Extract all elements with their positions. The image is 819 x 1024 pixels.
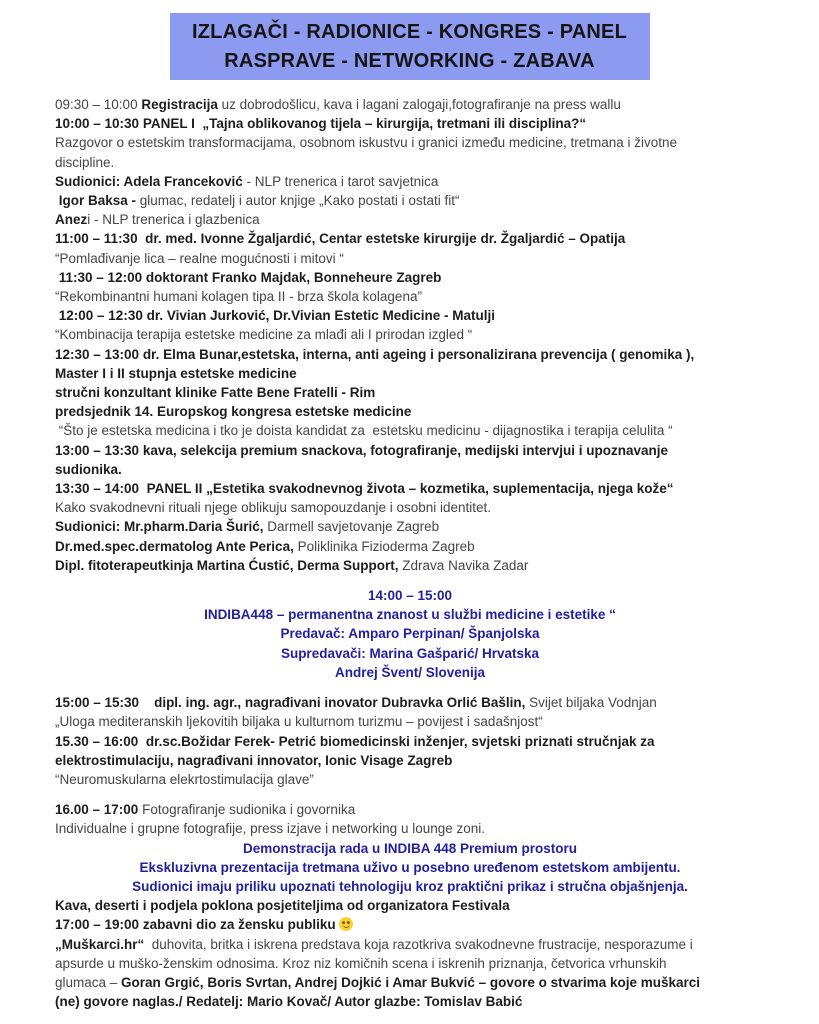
- text-bold: predsjednik 14. Europskog kongresa estetske medicine: [55, 404, 412, 420]
- text: uz dobrodošlicu, kava i lagani zalogaji,fotografiranje na press wallu: [217, 97, 621, 112]
- text: “Rekombinantni humani kolagen tipa II - brza škola kolagena”: [55, 289, 422, 305]
- schedule-line: [55, 421, 765, 440]
- text-bold: Predavač: Amparo Perpinan/ Španjolska: [280, 626, 540, 642]
- schedule-line: [55, 95, 765, 114]
- schedule-line: [55, 624, 765, 643]
- text: Razgovor o estetskim transformacijama, osobnom iskustvu i granici između medicine, tretmana i životne: [55, 135, 678, 151]
- schedule-line: [55, 712, 765, 731]
- schedule-line: [55, 229, 765, 248]
- banner-line-2: RASPRAVE - NETWORKING - ZABAVA: [224, 50, 595, 72]
- text: apsurde u muško-ženskim odnosima. Kroz niz komičnih scena i iskrenih priznanja, četvorica vrhunskih: [55, 955, 667, 971]
- schedule-line: [55, 460, 765, 479]
- schedule-line: [55, 992, 765, 1011]
- text-bold: Supredavači: Marina Gašparić/ Hrvatska: [280, 645, 540, 661]
- text-bold: 13:30 – 14:00 PANEL II „Estetika svakodnevnog života – kozmetika, suplementacija, njega kože“: [55, 481, 674, 497]
- schedule-line: [55, 693, 765, 712]
- text-bold: Master I i II stupnja estetske medicine: [55, 365, 297, 381]
- text: - NLP trenerica i tarot savjetnica: [242, 173, 439, 189]
- schedule-line: [55, 896, 765, 915]
- schedule-line: [55, 819, 765, 838]
- text-bold: Sudionici: Adela Franceković: [55, 173, 243, 189]
- schedule-line: [55, 605, 765, 624]
- schedule-line: [55, 556, 765, 575]
- text-bold: sudionika.: [55, 461, 122, 477]
- text-bold: Registracija: [141, 97, 218, 112]
- text-bold: 14:00 – 15:00: [367, 588, 453, 604]
- schedule: [0, 80, 819, 1011]
- schedule-line: [55, 800, 765, 819]
- section-spacer: [55, 575, 765, 586]
- text-bold: Dipl. fitoterapeutkinja Martina Ćustić, Derma Support,: [55, 557, 399, 573]
- schedule-line: [55, 268, 765, 287]
- text-bold: Sudionici imaju priliku upoznati tehnologiju kroz praktični prikaz i stručna objašnjenja.: [132, 878, 688, 894]
- section-spacer: [55, 789, 765, 800]
- text-bold: Sudionici: Mr.pharm.Daria Šurić,: [55, 519, 264, 535]
- schedule-line: [55, 498, 765, 517]
- schedule-line: [55, 586, 765, 605]
- text: “Neuromuskularna elekrtostimulacija glave”: [55, 771, 314, 787]
- text-bold: 12:00 – 12:30 dr. Vivian Jurković, Dr.Vivian Estetic Medicine - Matulji: [55, 308, 495, 324]
- text-bold: Demonstracija rada u INDIBA 448 Premium prostoru: [242, 840, 578, 856]
- text: “Što je estetska medicina i tko je doista kandidat za estetsku medicinu - dijagnostika i terapija celulita “: [55, 423, 673, 439]
- text-bold: 10:00 – 10:30 PANEL I „Tajna oblikovanog tijela – kirurgija, tretmani ili disciplina?“: [55, 116, 587, 132]
- banner-line-1: IZLAGAČI - RADIONICE - KONGRES - PANEL: [191, 21, 627, 43]
- schedule-line: [55, 479, 765, 498]
- schedule-line: [55, 935, 765, 954]
- text: “Pomlađivanje lica – realne mogućnosti i mitovi “: [55, 250, 344, 266]
- text-bold: Andrej Švent/ Slovenija: [334, 664, 486, 680]
- schedule-line: [55, 751, 765, 770]
- text: 09:30 – 10:00: [55, 97, 142, 112]
- schedule-line: [55, 210, 765, 229]
- text-bold: Goran Grgić, Boris Svrtan, Andrej Dojkić i Amar Bukvić – govore o stvarima koje muškarci: [121, 974, 700, 990]
- schedule-line: [55, 153, 765, 172]
- text-bold: Igor Baksa -: [55, 193, 140, 209]
- schedule-line: [55, 858, 765, 877]
- program-page: [0, 13, 819, 1024]
- text: Darmell savjetovanje Zagreb: [263, 519, 440, 535]
- schedule-line: [55, 249, 765, 268]
- schedule-line: [55, 644, 765, 663]
- schedule-line: [55, 839, 765, 858]
- text-bold: 17:00 – 19:00 zabavni dio za žensku publiku: [55, 917, 340, 933]
- smiley-emoji-icon: [339, 917, 353, 931]
- schedule-line: [55, 345, 765, 364]
- text: glumaca –: [55, 974, 122, 990]
- text-bold: Ekskluzivna prezentacija tretmana uživo u posebno uređenom estetskom ambijentu.: [139, 859, 681, 875]
- schedule-line: [55, 537, 765, 556]
- text: i - NLP trenerica i glazbenica: [87, 212, 260, 228]
- text-bold: 13:00 – 13:30 kava, selekcija premium snackova, fotografiranje, medijski intervjui i upoznavanje: [55, 442, 669, 458]
- text: Zdrava Navika Zadar: [398, 557, 529, 573]
- schedule-line: [55, 133, 765, 152]
- schedule-line: [55, 954, 765, 973]
- text: Individualne i grupne fotografije, press izjave i networking u lounge zoni.: [55, 821, 486, 837]
- text: „Uloga mediteranskih ljekovitih biljaka u kulturnom turizmu – povijest i sadašnjost“: [55, 714, 543, 730]
- text-bold: Kava, deserti i podjela poklona posjetiteljima od organizatora Festivala: [55, 898, 510, 914]
- text-bold: 12:30 – 13:00 dr. Elma Bunar,estetska, interna, anti ageing i personalizirana prevencija ( genomika ),: [55, 346, 695, 362]
- text: Kako svakodnevni rituali njege oblikuju samopouzdanje i osobni identitet.: [55, 500, 492, 516]
- text-bold: stručni konzultant klinike Fatte Bene Fratelli - Rim: [55, 385, 376, 401]
- schedule-line: [55, 114, 765, 133]
- schedule-line: [55, 287, 765, 306]
- text: Fotografiranje sudionika i govornika: [142, 802, 356, 818]
- text: Svijet biljaka Vodnjan: [525, 695, 657, 711]
- text-bold: 11:00 – 11:30 dr. med. Ivonne Žgaljardić, Centar estetske kirurgije dr. Žgaljardić – Opatija: [55, 231, 626, 247]
- text: Poliklinika Fizioderma Zagreb: [293, 538, 475, 554]
- text-bold: 11:30 – 12:00 doktorant Franko Majdak, Bonneheure Zagreb: [55, 269, 442, 285]
- schedule-line: [55, 306, 765, 325]
- text-bold: (ne) govore naglas./ Redatelj: Mario Kovač/ Autor glazbe: Tomislav Babić: [55, 994, 523, 1010]
- text: duhovita, britka i iskrena predstava koja razotkriva svakodnevne frustracije, nesporazume i: [144, 936, 693, 952]
- text: “Kombinacija terapija estetske medicine za mlađi ali I prirodan izgled “: [55, 327, 473, 343]
- schedule-line: [55, 402, 765, 421]
- schedule-line: [55, 364, 765, 383]
- text-bold: Anez: [55, 212, 88, 228]
- schedule-line: [55, 877, 765, 896]
- text-bold: 15:00 – 15:30 dipl. ing. agr., nagrađivani inovator Dubravka Orlić Bašlin,: [55, 695, 526, 711]
- schedule-line: [55, 172, 765, 191]
- text-bold: Dr.med.spec.dermatolog Ante Perica,: [55, 538, 294, 554]
- text: glumac, redatelj i autor knjige „Kako postati i ostati fit“: [139, 193, 460, 209]
- schedule-line: [55, 732, 765, 751]
- text-bold: 15.30 – 16:00 dr.sc.Božidar Ferek- Petrić biomedicinski inženjer, svjetski priznati stručnjak za: [55, 733, 655, 749]
- section-spacer: [55, 682, 765, 693]
- schedule-line: [55, 325, 765, 344]
- schedule-line: [55, 973, 765, 992]
- schedule-line: [55, 383, 765, 402]
- header-banner: [170, 13, 650, 80]
- schedule-line: [55, 517, 765, 536]
- text: discipline.: [55, 154, 115, 170]
- text-bold: INDIBA448 – permanentna znanost u službi medicine i estetike “: [204, 607, 616, 623]
- schedule-line: [55, 441, 765, 460]
- schedule-line: [55, 770, 765, 789]
- text-bold: „Muškarci.hr“: [55, 936, 145, 952]
- schedule-line: [55, 663, 765, 682]
- schedule-line: [55, 915, 765, 934]
- text-bold: 16.00 – 17:00: [55, 802, 143, 818]
- text-bold: elektrostimulaciju, nagrađivani innovator, Ionic Visage Zagreb: [55, 752, 453, 768]
- schedule-line: [55, 191, 765, 210]
